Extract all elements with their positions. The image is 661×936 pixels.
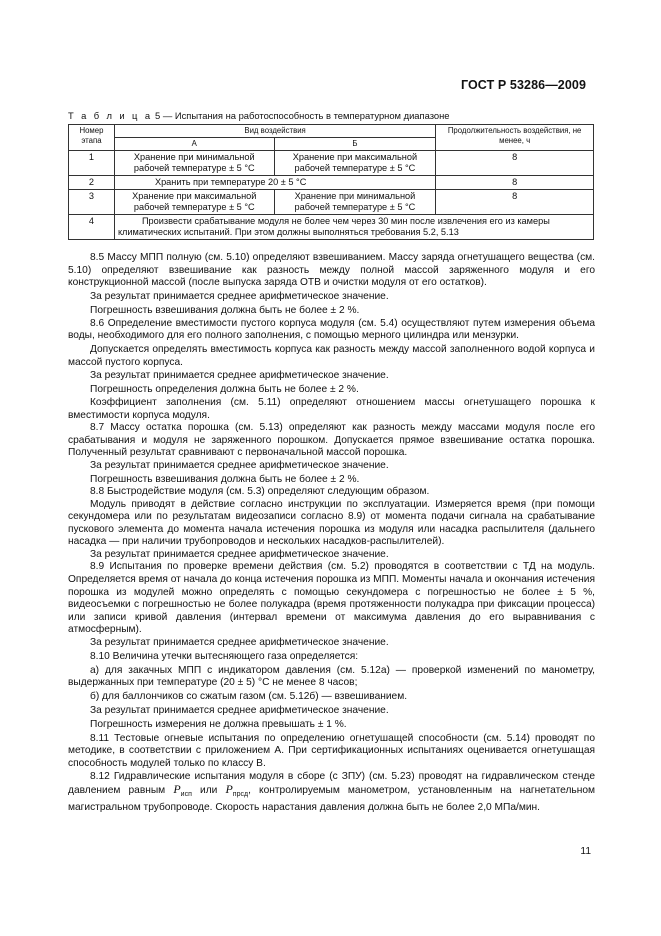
paragraph: 8.9 Испытания по проверке времени действия (см. 5.2) проводятся в соответствии с ТД на модуль. Определяется время от начала до конца истечения порошка из МПП. Моменты начала и окончания истечения порошка из модулей можно определять с помощью секундомера с погрешностью не более ± 5 %, видеосъемки с погрешностью не более полукадра (время протяженности полукадра при фиксации процесса) или записи кривой давления (интервал времени от максимума давления до его выравнивания с атмосферным). — [68, 561, 595, 636]
paragraph: Допускается определять вместимость корпуса как разность между массой заполненного водой корпуса и массой пустого корпуса. — [68, 344, 595, 368]
table-caption — [68, 110, 450, 121]
paragraph: б) для баллончиков со сжатым газом (см. 5.12б) — взвешиванием. — [90, 691, 408, 703]
table-caption-number: 5 — [155, 110, 161, 121]
header-duration: Продолжительность воздействия, не менее, ч — [436, 125, 594, 151]
paragraph: 8.11 Тестовые огневые испытания по определению огнетушащей способности (см. 5.14) проводят по методике, в соответствии с приложением А. При сертификационных испытаниях оценивается огнетушащая способность модулей только по классу В. — [68, 732, 595, 770]
text: или — [200, 785, 218, 797]
row-cell-a: Хранение при максимальной рабочей температуре ± 5 °С — [114, 190, 274, 215]
row-number: 2 — [69, 176, 115, 190]
paragraph: За результат принимается среднее арифметическое значение. — [90, 370, 389, 382]
pressure-symbol: P — [173, 782, 181, 797]
header-col-a: А — [114, 138, 274, 151]
test-table — [68, 124, 594, 240]
body-text — [68, 252, 595, 814]
row-cell-a: Хранение при минимальной рабочей температуре ± 5 °С — [114, 151, 274, 176]
table-caption-text: — Испытания на работоспособность в температурном диапазоне — [162, 110, 450, 121]
row-number: 1 — [69, 151, 115, 176]
header-stage: Номер этапа — [69, 125, 115, 151]
paragraph: За результат принимается среднее арифметическое значение. — [90, 291, 389, 303]
table-header-row — [69, 125, 594, 138]
paragraph: За результат принимается среднее арифметическое значение. — [90, 548, 389, 560]
table-row — [69, 176, 594, 190]
table-row — [69, 151, 594, 176]
paragraph: а) для закачных МПП с индикатором давления (см. 5.12а) — проверкой изменений по манометру, выдержанных при температуре (20 ± 5) °С не менее 8 часов; — [68, 664, 595, 689]
paragraph: За результат принимается среднее арифметическое значение. — [90, 705, 389, 717]
pressure-symbol: P — [225, 782, 233, 797]
header-impact: Вид воздействия — [114, 125, 435, 138]
paragraph: 8.8 Быстродействие модуля (см. 5.3) определяют следующим образом. — [90, 486, 430, 498]
paragraph: Коэффициент заполнения (см. 5.11) определяют отношением массы огнетушащего порошка к вместимости корпуса модуля. — [68, 396, 595, 421]
paragraph: Погрешность взвешивания должна быть не более ± 2 %. — [90, 304, 360, 316]
paragraph: За результат принимается среднее арифметическое значение. — [90, 459, 389, 471]
text: , контролируемым манометром, установленным на нагнетательном магистральном трубопроводе. Скорость нарастания давления должна быть не более 2,0 МПа/мин. — [68, 785, 596, 813]
table-row — [69, 190, 594, 215]
row-duration: 8 — [436, 190, 594, 215]
paragraph: 8.10 Величина утечки вытесняющего газа определяется: — [90, 650, 359, 662]
paragraph: Погрешность измерения не должна превышать ± 1 %. — [90, 718, 347, 730]
row-number: 4 — [69, 215, 115, 240]
paragraph: Модуль приводят в действие согласно инструкции по эксплуатации. Измеряется время (при помощи секундомера или по результатам видеозаписи согласно 8.9) от момента подачи сигнала на срабатывание пускового элемента до момента начала истечения порошка из модуля или насадка распылителя (дальнего насадка — при наличии трубопроводов и нескольких насадков-распылителей). — [68, 498, 595, 548]
paragraph-8-12 — [68, 771, 595, 815]
paragraph: 8.7 Массу остатка порошка (см. 5.13) определяют как разность между массами модуля после его срабатывания и модуля не заряженного порошком. Допускается прямое взвешивание остатка порошка. Полученный результат сравнивают с первоначальной массой порошка. — [68, 422, 595, 459]
row-cell-b: Хранение при минимальной рабочей температуре ± 5 °С — [274, 190, 436, 215]
paragraph: 8.5 Массу МПП полную (см. 5.10) определяют взвешиванием. Массу заряда огнетушащего вещества (см. 5.10) определяют взвешивание как разность между полной массой заряженного модуля и его конструкционной массой (после выпуска заряда ОТВ и очистки модуля от его остатков). — [68, 252, 595, 289]
pressure-subscript: исп — [180, 791, 192, 799]
paragraph: 8.6 Определение вместимости пустого корпуса модуля (см. 5.4) осуществляют путем измерения объема воды, необходимого для его полного заполнения, с помощью мерного цилиндра или мензурки. — [68, 317, 595, 342]
row-cell-b: Хранение при максимальной рабочей температуре ± 5 °С — [274, 151, 436, 176]
paragraph: За результат принимается среднее арифметическое значение. — [90, 636, 389, 648]
page-number: 11 — [580, 846, 591, 857]
header-col-b: Б — [274, 138, 436, 151]
paragraph: Погрешность определения должна быть не более ± 2 %. — [90, 384, 359, 396]
paragraph: Погрешность взвешивания должна быть не более ± 2 %. — [90, 473, 360, 485]
row-duration: 8 — [436, 151, 594, 176]
text: 8.12 Гидравлические испытания модуля в сборе (с ЗПУ) (см. 5.23) проводят на гидравлическом стенде давлением равным — [68, 770, 595, 797]
row-number: 3 — [69, 190, 115, 215]
pressure-subscript: прсд — [232, 791, 249, 799]
row-cell-full: Произвести срабатывание модуля не более чем через 30 мин после извлечения его из камеры климатических испытаний. При этом должны выполняться требования 5.2, 5.13 — [114, 215, 593, 240]
document-standard-code: ГОСТ Р 53286—2009 — [460, 78, 586, 92]
row-duration: 8 — [436, 176, 594, 190]
table-caption-prefix: Т а б л и ц а — [68, 110, 153, 121]
table-row — [69, 215, 594, 240]
row-cell-ab: Хранить при температуре 20 ± 5 °С — [114, 176, 435, 190]
